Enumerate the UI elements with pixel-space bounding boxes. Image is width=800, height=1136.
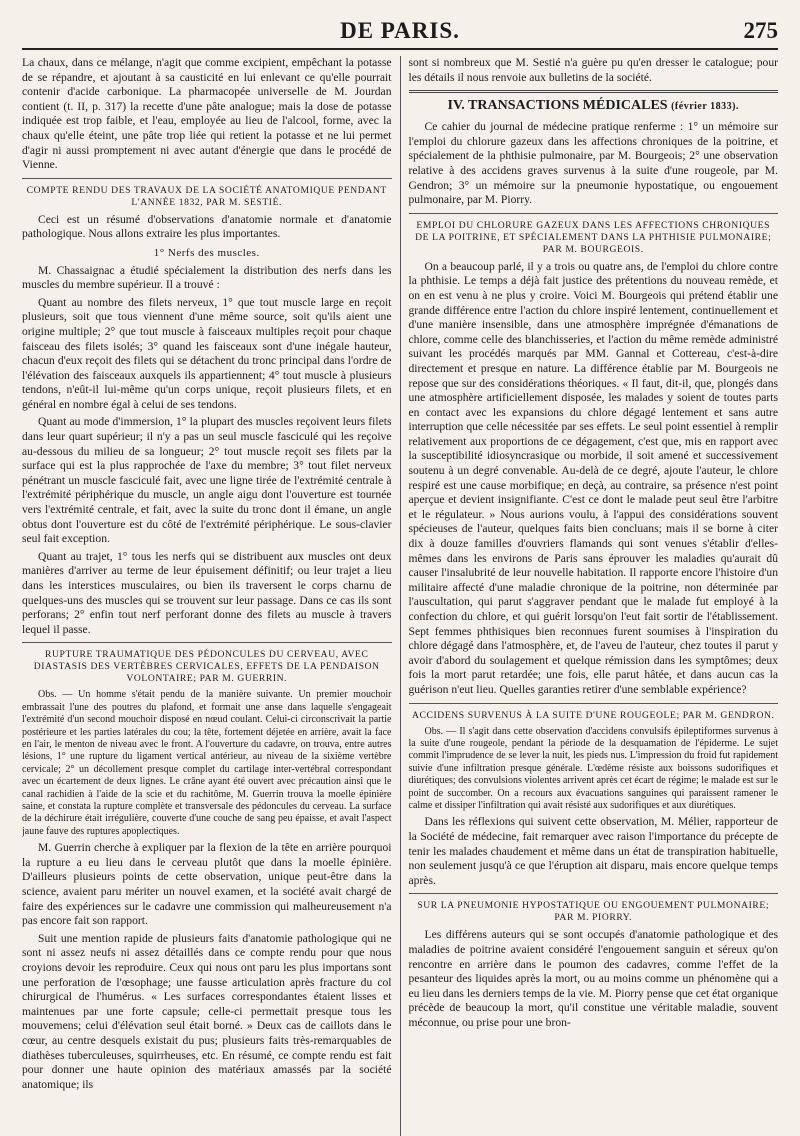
- divider: [409, 703, 779, 704]
- paragraph: Les différens auteurs qui se sont occupés d'anatomie pathologique et des maladies de poitrine avaient considéré l'engouement sanguin et séreux qu'on rencontre en arrière dans le poumon des cadavres, comme l'effet de la pesanteur des liquides après la mort, ou au moins comme un phénomène qui a eu lieu dans les derniers temps de la vie. M. Piorry pense que cet état organique précède de beaucoup la mort, qu'il constitue une véritable maladie, souvent méconnue, ou prise pour une bron-: [408, 928, 778, 1029]
- page-number: 275: [743, 18, 778, 43]
- paragraph: Ceci est un résumé d'observations d'anatomie normale et d'anatomie pathologique. Nous allons extraire les plus importantes.: [22, 212, 392, 241]
- paragraph: sont si nombreux que M. Sestié n'a guère pu qu'en dresser le catalogue; pour les détails il nous renvoie aux bulletins de la société.: [408, 56, 778, 84]
- article-heading: ACCIDENS SURVENUS À LA SUITE D'UNE ROUGEOLE; PAR M. GENDRON.: [411, 709, 775, 721]
- divider: [22, 178, 392, 179]
- observation-text: Obs. — Il s'agit dans cette observation d'accidens convulsifs épileptiformes survenus à la suite d'une rougeole, pendant la période de la desquamation de l'épiderme. Le sujet commit l'imprudence de se lever la nuit, les pieds nus. L'impression du froid fut rapidement suivie d'une infiltration presque générale. L'œdème résiste aux boissons sudorifiques et diurétiques; des convulsions violentes arrivent après cet écart de régime; le malade est sur le point de succomber. On a recours aux évacuations sanguines qui paraissent ramener le calme et dissiper l'infiltration qui avait résisté aux sudorifiques et aux diurétiques.: [408, 725, 778, 811]
- paragraph: Ce cahier du journal de médecine pratique renferme : 1° un mémoire sur l'emploi du chlorure gazeux dans les affections chroniques de la poitrine, et spécialement de la phthisie pulmonaire, par M. Bourgeois; 2° une observation relative à des accidens graves survenus à la suite d'une rougeole, par M. Gendron; 3° un mémoire sur la pneumonie hypostatique, ou engouement pulmonaire, par M. Piorry.: [408, 120, 778, 207]
- paragraph: Suit une mention rapide de plusieurs faits d'anatomie pathologique qui ne sont ni assez neufs ni assez détaillés dans ce compte rendu pour que nous croyions devoir les reproduire. Ceux qui nous ont paru les plus importans sont une perforation de l'œsophage; une fausse articulation après fracture du col chirurgical de l'humérus. « Les surfaces correspondantes étaient lisses et maintenues par une forte capsule; celle-ci permettait presque tous les mouvemens; celui d'élévation seul était borné. » Deux cas de caillots dans le cœur, au centre desquels existait du pus; plusieurs faits très-remarquables de diathèses tuberculeuses, squirrheuses, etc. En résumé, ce compte rendu est fait pour donner une haute opinion des matériaux amassés par la société anatomique; ils: [22, 931, 392, 1091]
- paragraph: M. Guerrin cherche à expliquer par la flexion de la tête en arrière pourquoi la rupture a eu lieu dans le cerveau plutôt que dans la moelle épinière. D'ailleurs plusieurs points de cette observation, unique peut-être dans la science, avaient paru mériter un nouvel examen, et la société avait chargé de faire des expériences sur le cadavre une commission qui malheureusement n'a pas encore fait son rapport.: [22, 841, 392, 928]
- section-heading: [409, 97, 779, 116]
- left-column: [22, 56, 401, 1136]
- paragraph: Quant au nombre des filets nerveux, 1° que tout muscle large en reçoit plusieurs, soit que tous viennent d'une même source, soit qu'ils aient une origine multiple; 2° que tout muscle à faisceaux multiples reçoit pour chaque faisceau des filets isolés; 3° quand les faisceaux sont d'une inégale hauteur, chacun d'eux reçoit des filets qui se détachent du tronc principal dans l'ordre de l'élévation des faisceaux auxquels ils appartiennent; 4° tout muscle à plusieurs tendons, n'eût-il lui-même qu'un corps unique, reçoit plusieurs filets, et en général en nombre égal à celui de ses tendons.: [22, 295, 392, 411]
- text-columns: [22, 56, 778, 1136]
- right-column: [401, 56, 779, 1136]
- divider: [22, 642, 392, 643]
- article-heading: RUPTURE TRAUMATIQUE DES PÉDONCULES DU CERVEAU, AVEC DIASTASIS DES VERTÈBRES CERVICALES, EFFETS DE LA PENDAISON VOLONTAIRE; PAR M. GUERRIN.: [33, 649, 380, 685]
- article-heading: EMPLOI DU CHLORURE GAZEUX DANS LES AFFECTIONS CHRONIQUES DE LA POITRINE, ET SPÉCIALEMENT DANS LA PHTHISIE PULMONAIRE; PAR M. BOURGEOIS.: [415, 219, 772, 255]
- paragraph: Dans les réflexions qui suivent cette observation, M. Mélier, rapporteur de la Société de médecine, fait remarquer avec raison l'importance du précepte de tenir les malades chaudement et même dans un état de transpiration habituelle, non seulement jusqu'à ce que l'éruption ait disparu, mais encore quelque temps après.: [408, 815, 778, 887]
- article-heading: SUR LA PNEUMONIE HYPOSTATIQUE OU ENGOUEMENT PULMONAIRE; PAR M. PIORRY.: [417, 900, 770, 924]
- divider: [409, 90, 779, 93]
- observation-text: Obs. — Un homme s'était pendu de la manière suivante. Un premier mouchoir embrassait l'une des poutres du plafond, et formait une anse dans laquelle s'engageait l'extrémité d'un second mouchoir disposé en nœud coulant. Celui-ci circonscrivait la partie postérieure et les parties latérales du cou; la tête, fortement déjetée en arrière, avait la face en l'air, le menton de niveau avec le front. A l'ouverture du cadavre, on trouva, entre autres lésions, 1° une rupture du ligament vertical antérieur, au niveau de la sixième vertèbre cervicale; 2° un décollement presque complet du cartilage inter-vertébral correspondant avec un écartement de deux lignes. Le crâne ayant été ouvert avec précaution ainsi que le canal rachidien à l'aide de la scie et du rachitôme, M. Guerrin trouva la moelle épinière saine, et constata la rupture complète et transversale des pédoncules du cerveau. La surface de la déchirure était irrégulière, couverte d'une couche de sang peu épaisse, et avait l'aspect jaune fauve des ruptures apoplectiques.: [22, 689, 392, 837]
- paragraph: Quant au trajet, 1° tous les nerfs qui se distribuent aux muscles ont deux manières d'arriver au terme de leur épuisement définitif; ou leur trajet a lieu dans les interstices musculaires, ou bien ils traversent le corps charnu de quelques-uns des muscles qui se trouvent sur leur passage. Dans ce cas ils sont perforans; 2° enfin tout nerf perforant donne des filets au muscle à travers lequel il passe.: [22, 549, 392, 636]
- subheading: 1° Nerfs des muscles.: [153, 246, 260, 259]
- divider: [409, 213, 779, 214]
- divider: [409, 893, 779, 894]
- article-heading: COMPTE RENDU DES TRAVAUX DE LA SOCIÉTÉ ANATOMIQUE PENDANT L'ANNÉE 1832, PAR M. SESTIÉ.: [26, 184, 387, 208]
- paragraph: On a beaucoup parlé, il y a trois ou quatre ans, de l'emploi du chlore contre la phthisie. Le temps a déjà fait justice des prétentions du nouveau remède, et on en est venu à ne plus y croire. Voici M. Bourgeois qui prétend établir une grande différence entre l'action du chlore inspiré lentement, continuellement et d'une manière insensible, dans une atmosphère imprégnée d'émanations de chlore, comme celle des blanchisseries, et l'action du même remède administré suivant les procédés marqués par MM. Gannal et Cottereau, c'est-à-dire directement et presque en nature. La différence établie par M. Bourgeois ne repose que sur des considérations théoriques. « Il faut, dit-il, que, plongés dans une atmosphère artificiellement disposée, les malades y soient de toutes parts en contact avec les expansions du chlore dégagé lentement et sans autre interruption que celle nécessitée par ses effets. Le seul point essentiel à remplir relativement aux proportions de ce dégagement, c'est que, mis en rapport avec la susceptibilité idiosyncrasique ou morbide, il soit amené et successivement soutenu à un degré convenable. Au-delà de ce degré, ajoute l'auteur, le chlore respiré est une cause morbifique; en deçà, au contraire, sa présence n'est point aperçue et devient insignifiante. C'est ce dont le malade peut seul être l'arbitre et le régulateur. » Nous aurions voulu, à l'appui des considérations souvent spécieuses de l'auteur, quelques faits bien concluans; mais il se borne à citer dix à douze familles d'ouvriers flamands qui sont venues s'établir d'elles-mêmes dans les environs de Paris sans éprouver les maladies qu'aurait dû causer l'insalubrité de leur nouvelle habitation. Il rapporte encore l'histoire d'un militaire affecté d'une maladie chronique de la poitrine, non déterminée par l'auscultation, qui parut s'aggraver pendant que le malade fut employé à la confection du chlore, et qui guérit lorsqu'on l'eut fait sortir de l'établissement. Sept femmes phthisiques bien reconnues furent soumises à l'inspiration du chlore dégagé dans l'atmosphère, et, de l'aveu de l'auteur, chez toutes il parut y avoir d'abord du soulagement et quelque rémission dans les symptômes; deux fois la mort parut retardée; une fois, elle parut hâtée, et dans aucun cas la guérison n'eut lieu. Quelles garanties retirer d'une semblable expérience?: [408, 259, 778, 696]
- section-title: IV. TRANSACTIONS MÉDICALES: [447, 98, 668, 114]
- running-head: [22, 14, 778, 50]
- paragraph: La chaux, dans ce mélange, n'agit que comme excipient, empêchant la potasse de se répandre, et ajoutant à sa causticité en lui enlevant ce qu'elle pourrait contenir d'acide carbonique. La pharmacopée universelle de M. Jourdan contient (t. II, p. 317) la recette d'une pâte analogue; mais la dose de potasse indiquée est trop faible, et l'eau, employée au lieu de l'alcool, forme, avec la chaux qu'elle éteint, une pâte trop liée qui retient la potasse et ne lui permet d'agir ni aussi promptement ni avec autant d'énergie que dans le procédé de Vienne.: [22, 56, 392, 172]
- paragraph: Quant au mode d'immersion, 1° la plupart des muscles reçoivent leurs filets dans leur quart supérieur; il n'y a pas un seul muscle fasciculé qui les reçoive au-dessous du milieu de sa longueur; 2° tout muscle reçoit ses filets par la surface qui est la plus rapprochée de l'axe du membre; 3° tout filet nerveux pénétrant un muscle fasciculé fait, avec une ligne tirée de l'extrémité centrale à l'extrémité périphérique du muscle, un angle aigu dont l'ouverture est tournée vers l'extrémité centrale, et fait, avec la suite du tronc dont il émane, un angle obtus dont l'ouverture est du côté de l'extrémité périphérique. Le sous-clavier seul fait exception.: [22, 415, 392, 546]
- section-date: (février 1833).: [671, 101, 739, 113]
- paragraph: M. Chassaignac a étudié spécialement la distribution des nerfs dans les muscles du membre supérieur. Il a trouvé :: [22, 263, 392, 292]
- page-title: DE PARIS.: [340, 18, 460, 43]
